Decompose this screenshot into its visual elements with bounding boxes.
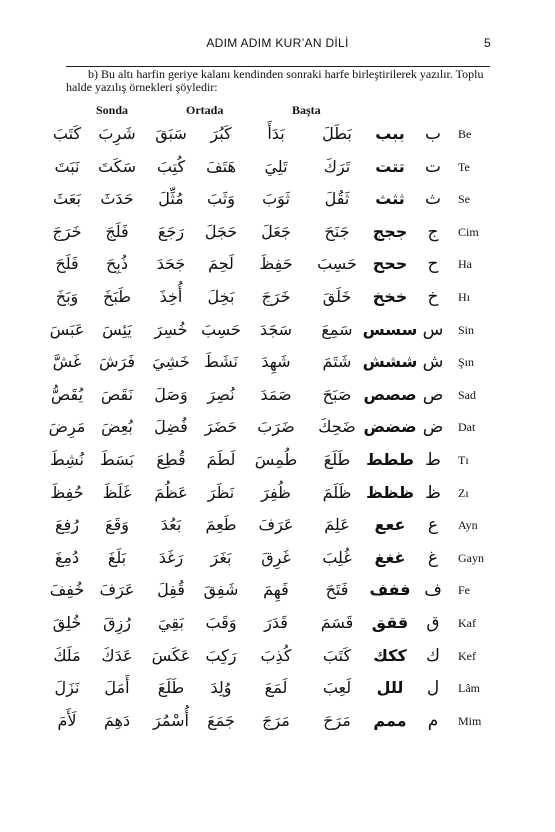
example-word: خَرَجَ <box>261 286 291 306</box>
example-word: تَلِيَ <box>264 156 288 176</box>
connected-letter-chain: ععع <box>374 515 406 535</box>
letter-name: Hı <box>458 289 470 304</box>
letter-name: Dat <box>458 420 476 435</box>
letter-row <box>0 314 555 347</box>
connected-letter-chain: ققق <box>371 612 409 632</box>
letter-row <box>0 216 555 249</box>
example-word: كَتَبَ <box>322 645 352 665</box>
example-word: مَرَحَ <box>323 710 351 730</box>
connected-letter-chain: ففف <box>369 580 411 600</box>
example-word: حَجَلَ <box>204 221 238 241</box>
connected-letter-chain: ببب <box>375 124 405 143</box>
example-word: عَرَفَ <box>99 580 135 600</box>
example-word: أُخِذَ <box>159 286 183 306</box>
letter-name: Gayn <box>458 550 484 565</box>
letter-name: Zı <box>458 485 469 500</box>
letter-row <box>0 640 555 673</box>
connected-letter-chain: ممم <box>373 710 407 730</box>
example-word: بَطَلَ <box>322 124 352 143</box>
isolated-letter: م <box>427 710 439 731</box>
example-word: فَتَحَ <box>325 580 349 600</box>
example-word: عَلِمَ <box>324 515 350 535</box>
example-word: عَدَكَ <box>101 645 133 665</box>
example-word: لَعِبَ <box>322 678 352 698</box>
letter-row <box>0 248 555 281</box>
example-word: عَكَسَ <box>151 645 191 665</box>
example-word: مَرِضَ <box>48 417 86 437</box>
example-word: صَبَحَ <box>322 384 352 404</box>
example-word: جَحَدَ <box>156 254 186 274</box>
letter-name: Cim <box>458 224 479 239</box>
example-word: وَقَبَ <box>205 612 237 632</box>
example-word: طَلَعَ <box>323 449 351 469</box>
example-word: غَلَظَ <box>102 482 132 502</box>
example-word: حَسِبَ <box>201 319 241 339</box>
example-word: طَلَعَ <box>157 678 185 698</box>
example-word: ضَحِكَ <box>318 417 356 437</box>
connected-letter-chain: ششش <box>362 352 418 372</box>
example-word: كُتِبَ <box>156 156 186 176</box>
isolated-letter: ظ <box>425 482 441 503</box>
example-word: بَعُدَ <box>160 515 182 535</box>
connected-letter-chain: سسس <box>362 319 418 339</box>
isolated-letter: ل <box>426 678 440 699</box>
connected-letter-chain: ججج <box>372 221 408 241</box>
example-word: بُعِضَ <box>101 417 133 437</box>
example-word: أُسْمُرَ <box>153 710 189 730</box>
letter-name: Te <box>458 159 470 174</box>
letter-name: Ha <box>458 257 472 272</box>
example-word: لَحِمَ <box>208 254 234 274</box>
isolated-letter: ت <box>424 156 441 177</box>
example-word: فُضِلَ <box>154 417 188 437</box>
example-word: ظَلَمَ <box>322 482 352 502</box>
letter-name: Ayn <box>458 518 478 533</box>
connected-letter-chain: ظظظ <box>366 482 414 502</box>
example-word: خَشِيَ <box>152 352 190 372</box>
isolated-letter: خ <box>427 286 439 307</box>
isolated-letter: ح <box>427 254 439 275</box>
letter-table <box>0 118 555 737</box>
example-word: نُصِرَ <box>207 384 235 404</box>
example-word: دُمِغَ <box>54 547 80 567</box>
letter-row <box>0 705 555 738</box>
example-word: لَأَمَ <box>57 710 77 730</box>
example-word: بَلَغَ <box>107 547 127 567</box>
example-word: قُطِعَ <box>156 449 186 469</box>
letter-name: Şın <box>458 355 475 370</box>
page-number: 5 <box>484 36 491 50</box>
example-word: خُفِفَ <box>49 580 85 600</box>
letter-name: Mim <box>458 713 482 728</box>
example-word: يُقَصُّ <box>50 384 84 404</box>
letter-row <box>0 542 555 575</box>
example-word: غُلِبَ <box>322 547 352 567</box>
letter-row <box>0 346 555 379</box>
example-word: حَفِظَ <box>259 254 293 274</box>
letter-name: Kef <box>458 648 476 663</box>
example-word: رَكِبَ <box>205 645 237 665</box>
connected-letter-chain: صصص <box>363 384 417 404</box>
example-word: نَظَرَ <box>207 482 235 502</box>
example-word: خَرَجَ <box>52 221 82 241</box>
letter-row <box>0 477 555 510</box>
example-word: طَعِمَ <box>205 515 237 535</box>
letter-name: Kaf <box>458 615 476 630</box>
example-word: هَتَفَ <box>206 156 236 176</box>
isolated-letter: ج <box>427 221 439 242</box>
example-word: مَرَجَ <box>262 710 290 730</box>
example-word: وَثَبَ <box>207 189 235 209</box>
example-word: فَلَجَ <box>105 221 129 241</box>
letter-row <box>0 151 555 184</box>
example-word: مُثِّلَ <box>158 189 184 209</box>
connected-letter-chain: غغغ <box>374 547 406 567</box>
example-word: بَدَأَ <box>267 124 285 143</box>
example-word: عَظُمَ <box>154 482 188 502</box>
isolated-letter: ص <box>422 384 444 405</box>
example-word: ثَوَبَ <box>262 189 290 209</box>
example-word: جَمَعَ <box>207 710 235 730</box>
example-word: لَمَعَ <box>264 678 288 698</box>
connected-letter-chain: للل <box>376 678 404 698</box>
isolated-letter: ض <box>422 417 444 438</box>
example-word: لَطَمَ <box>206 449 236 469</box>
example-word: تَرَكَ <box>323 156 351 176</box>
example-word: شَهِدَ <box>261 352 291 372</box>
example-word: قَسَمَ <box>320 612 354 632</box>
example-word: صَمَدَ <box>260 384 292 404</box>
isolated-letter: س <box>422 319 444 340</box>
example-word: خُلِقَ <box>52 612 82 632</box>
intro-paragraph <box>66 68 496 94</box>
example-word: وَقَعَ <box>105 515 129 535</box>
example-word: رَجَعَ <box>157 221 185 241</box>
letter-row <box>0 118 555 151</box>
letter-row <box>0 672 555 705</box>
letter-name: Be <box>458 127 472 141</box>
letter-name: Se <box>458 192 470 207</box>
example-word: جَنَحَ <box>324 221 350 241</box>
example-word: ثَقُلَ <box>324 189 350 209</box>
letter-row <box>0 444 555 477</box>
letter-name: Sad <box>458 387 476 402</box>
letter-name: Sin <box>458 322 475 337</box>
isolated-letter: ف <box>424 580 442 601</box>
connected-letter-chain: خخخ <box>372 286 408 306</box>
example-word: ضَرَبَ <box>257 417 295 437</box>
letter-name: Fe <box>458 583 470 598</box>
isolated-letter: ث <box>424 189 441 210</box>
letter-row <box>0 574 555 607</box>
intro-line-2: halde yazılış örnekleri şöyledir: <box>66 80 218 94</box>
connected-letter-chain: ططط <box>366 449 414 469</box>
example-word: نَشَطَ <box>204 352 238 372</box>
example-word: نَقَصَ <box>100 384 134 404</box>
example-word: خُسِرَ <box>154 319 188 339</box>
example-word: بَغَرَ <box>210 547 232 567</box>
example-word: ذُبِحَ <box>106 254 128 274</box>
example-word: جَعَلَ <box>261 221 291 241</box>
isolated-letter: ب <box>424 124 441 144</box>
column-header-sonda: Sonda <box>96 103 129 117</box>
example-word: خَلَقَ <box>322 286 352 306</box>
letter-name: Tı <box>458 452 469 467</box>
isolated-letter: ع <box>427 515 439 536</box>
letter-row <box>0 509 555 542</box>
example-word: يَئِسَ <box>102 319 132 339</box>
example-word: فَهِمَ <box>263 580 289 600</box>
letter-row <box>0 411 555 444</box>
letter-name: Lâm <box>458 681 480 696</box>
example-word: دَهِمَ <box>103 710 131 730</box>
example-word: أَمَلَ <box>104 678 130 698</box>
letter-row <box>0 281 555 314</box>
connected-letter-chain: ححح <box>372 254 408 274</box>
example-word: رَغَدَ <box>158 547 184 567</box>
example-word: وُلِدَ <box>210 678 232 698</box>
isolated-letter: ط <box>425 449 441 470</box>
example-word: بَعَثَ <box>53 189 81 209</box>
isolated-letter: ق <box>426 612 440 633</box>
letter-row <box>0 183 555 216</box>
connected-letter-chain: ثثث <box>375 189 405 209</box>
example-word: سَكَتَ <box>98 156 136 176</box>
column-header-ortada: Ortada <box>186 103 224 117</box>
letter-row <box>0 379 555 412</box>
example-word: شَتَمَ <box>322 352 352 372</box>
example-word: بَخِلَ <box>207 286 235 306</box>
example-word: نَبَتَ <box>54 156 80 176</box>
example-word: غَرِقَ <box>261 547 291 567</box>
isolated-letter: غ <box>427 547 439 568</box>
example-word: حَضَرَ <box>204 417 238 437</box>
connected-letter-chain: ضضض <box>363 417 417 437</box>
letter-row <box>0 607 555 640</box>
connected-letter-chain: ككك <box>373 645 407 665</box>
example-word: غَشَّ <box>52 352 82 372</box>
isolated-letter: ك <box>425 645 440 666</box>
example-word: نَزَلَ <box>54 678 80 698</box>
example-word: سَمِعَ <box>321 319 353 339</box>
example-word: قُفِلَ <box>157 580 185 600</box>
example-word: رُفِعَ <box>55 515 79 535</box>
example-word: طُمِسَ <box>254 449 298 469</box>
example-word: فَرَشَ <box>98 352 135 372</box>
example-word: بَقِيَ <box>158 612 184 632</box>
example-word: حُفِظَ <box>50 482 84 502</box>
example-word: طَبَخَ <box>103 286 131 306</box>
example-word: كَتَبَ <box>52 124 82 143</box>
example-word: نُشِطَ <box>50 449 84 469</box>
example-word: عَبَسَ <box>49 319 85 339</box>
example-word: بَسَطَ <box>100 449 134 469</box>
example-word: حَدَثَ <box>100 189 134 209</box>
example-word: حَسِبَ <box>317 254 357 274</box>
connected-letter-chain: تتت <box>375 156 405 176</box>
example-word: عَرَفَ <box>258 515 294 535</box>
example-word: كَبُرَ <box>210 124 232 143</box>
intro-line-1: b) Bu altı harfin geriye kalanı kendinden sonraki harfe birleştirilerek yazılır. Toplu <box>88 67 484 81</box>
example-word: قَدَرَ <box>264 612 288 632</box>
example-word: مَلَكَ <box>53 645 81 665</box>
example-word: سَبَقَ <box>155 124 187 143</box>
example-word: وَصَلَ <box>154 384 188 404</box>
example-word: سَجَدَ <box>259 319 293 339</box>
example-word: شَفِقَ <box>203 580 239 600</box>
isolated-letter: ش <box>422 352 444 373</box>
example-word: ظُفِرَ <box>261 482 291 502</box>
example-word: شَرِبَ <box>98 124 136 143</box>
page-header-title: ADIM ADIM KUR’AN DİLİ <box>206 36 349 50</box>
column-header-basta: Başta <box>292 103 321 117</box>
example-word: فَلَحَ <box>55 254 79 274</box>
example-word: وَبَخَ <box>55 286 79 306</box>
example-word: رُزِقَ <box>103 612 131 632</box>
example-word: كُذِبَ <box>260 645 292 665</box>
